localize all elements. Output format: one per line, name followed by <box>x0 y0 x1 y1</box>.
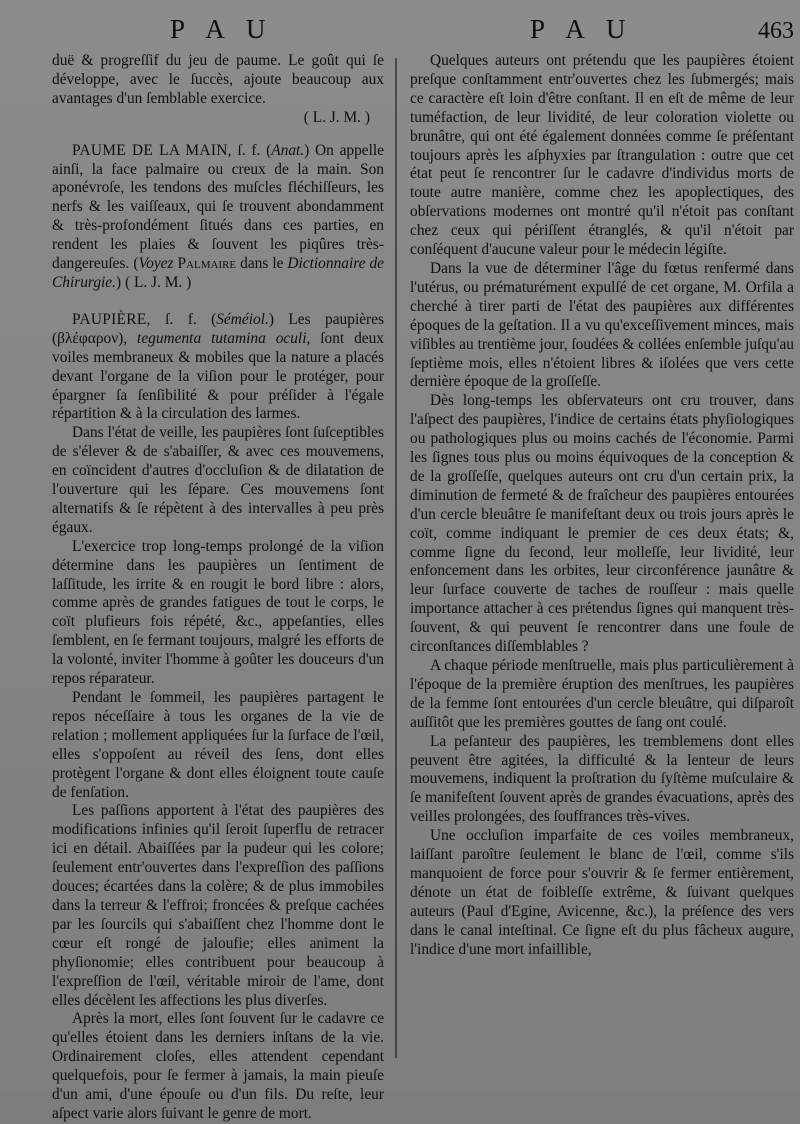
headword-paupiere: PAUPIÈRE, <box>72 310 151 328</box>
paragraph-jeu-de-paume: duë & progreſſif du jeu de paume. Le goût qui ſe développe, avec le ſuccès, ajoute beaucoup aux avantages d'un ſemblable exercice. <box>52 52 384 107</box>
grammar-label: ſ. f. ( <box>150 310 217 328</box>
paragraph-veille: Dans l'état de veille, les paupières ſont ſuſceptibles de s'élever & de s'abaiſſer, & avec ces mouvemens, en coïncident d'autres d'occluſion & de dilatation de l'ouverture qui les ſépare. Ces mouvemens ſont alternatifs & ſe répètent à des intervalles à peu près égaux. <box>52 424 384 536</box>
paragraph-mort: Après la mort, elles ſont ſouvent ſur le cadavre ce qu'elles étoient dans les derniers inſtans de la vie. Ordinairement cloſes, elles attendent cependant quelquefois, pour ſe fermer à jamais, la main pieuſe d'un ami, d'une épouſe ou d'un fils. Du reſte, leur aſpect varie alors ſuivant le genre de mort. <box>52 1010 384 1122</box>
headword-paume: PAUME DE LA MAIN, <box>72 141 232 159</box>
entry-paupiere <box>52 311 384 424</box>
paragraph-passions: Les paſſions apportent à l'état des paupières des modifications infinies qu'il ſeroit ſuperflu de retracer ici en détail. Abaiſſées par la pudeur qui les colore; ſeulement entr'ouvertes dans l'expreſſion des paſſions douces; écartées dans la colère; & de plus immobiles dans la terreur & l'effroi; froncées & preſque cachées par les ſourcils qui s'abaiſſent chez l'homme dont le cœur eſt rongé de jaloufie; elles animent la phyſionomie; elles contribuent pour beaucoup à l'expreſſion de l'œil, véritable miroir de l'ame, dont elles décèlent les affections les plus diverſes. <box>52 802 384 1009</box>
entry-paume-de-la-main <box>52 142 384 293</box>
paragraph-exercice: L'exercice trop long-temps prolongé de la viſion détermine dans les paupières un ſentiment de laſſitude, les irrite & en rougit le bord libre : alors, comme après de grandes fatigues de tout le corps, le coït plufieurs fois répété, &c., appeſanties, elles ſemblent, en ſe fermant toujours, malgré les efforts de la volonté, inviter l'homme à goûter les douceurs d'un repos réparateur. <box>52 537 384 688</box>
greek-term: ) Les paupières (βλέφαρον), <box>52 310 385 347</box>
grammar-label: ſ. f. ( <box>231 141 272 159</box>
latin-term: tegumenta tutamina oculi <box>137 329 307 347</box>
entry-signature: ) ( L. J. M. ) <box>116 273 192 291</box>
cross-ref-dictionnaire: Dictionnaire de Chirurgie. <box>52 255 384 291</box>
right-column <box>410 52 794 960</box>
cross-ref-palmaire: Palmaire <box>173 255 237 273</box>
paragraph-pesanteur: La peſanteur des paupières, les tremblemens dont elles peuvent être agitées, la difficulté & la lenteur de leurs mouvemens, indiquent la proſtration du ſyſtème muſculaire & ſe manifeſtent ſouvent après de grandes évacuations, après des veilles prolongées, des ſouffrances très-vives. <box>410 732 794 826</box>
paragraph-menstrue: A chaque période menſtruelle, mais plus particulièrement à l'époque de la première éruption des menſtrues, les paupières de la femme ſont entourées d'un cercle bleuâtre, qui diſparoît auſſitôt que les premières gouttes de ſang ont coulé. <box>410 657 794 731</box>
page-number: 463 <box>758 18 794 44</box>
paragraph-auteurs: Quelques auteurs ont prétendu que les paupières étoient preſque conſtamment entr'ouvertes chez les ſubmergés; mais ce caractère eſt loin d'être conſtant. Il en eſt de même de leur tuméfaction, de leur lividité, de leur coloration violette ou brunâtre, qui ont été également données comme ſe préſentant toujours après les aſphyxies par ſtrangulation : outre que cet état peut ſe rencontrer ſur le cadavre d'individus morts de toute autre manière, comme chez les apoplectiques, des obſervations modernes ont montré qu'il n'étoit pas conſtant chez ceux qui périſſent étranglés, & qu'il n'étoit par conſéquent d'aucune valeur pour le médecin légiſte. <box>410 52 794 259</box>
paragraph-foetus: Dans la vue de déterminer l'âge du fœtus renfermé dans l'utérus, ou prématurément expulſé de cet organe, M. Orfila a cherché à tirer parti de l'état des paupières aux différentes époques de la geſtation. Il a vu qu'exceſſivement minces, mais viſibles au trentième jour, ſoudées & collées enſemble juſqu'au ſeptième mois, elles n'étoient libres & iſolées que vers cette dernière époque de la groſſeſſe. <box>410 259 794 391</box>
left-column <box>52 52 384 1124</box>
column-rule <box>395 58 397 1058</box>
running-head <box>0 14 800 54</box>
entry-text: , ſont deux voiles membraneux & mobiles que la nature a placés devant l'organe de la viſion pour le protéger, pour épargner ſa ſenſibilité & pour préſider à l'égale répartition & à la circulation des larmes. <box>52 329 384 423</box>
cross-ref-dans: dans le <box>236 255 288 273</box>
running-head-right: P A U <box>530 14 634 44</box>
running-head-left: P A U <box>170 14 274 44</box>
domain-abbr: Anat. <box>271 141 305 159</box>
cross-ref-voyez: Voyez <box>138 255 174 273</box>
domain-abbr: Séméiol. <box>216 310 269 328</box>
paragraph-grossesse: Dès long-temps les obſervateurs ont cru trouver, dans l'aſpect des paupières, l'indice de certains états phyſiologiques ou pathologiques plus ou moins cachés de l'économie. Parmi les ſignes tous plus ou moins équivoques de la conception & de la groſſeſſe, quelques auteurs ont cru d'un certain prix, la diminution de fermeté & de fraîcheur des paupières entourées d'un cercle bleuâtre ſe manifeſtant deux ou trois jours après le coït, comme indiquant le premier de ces deux états; &, comme ſigne du ſecond, leur molleſſe, leur lividité, leur enfoncement dans les orbites, leur circonférence jaunâtre & leur ſurface couverte de taches de rouſſeur : mais quelle importance attacher à ces prétendus ſignes qui manquent très-ſouvent, & qui peuvent ſe rencontrer dans une foule de circonſtances diſſemblables ? <box>410 392 794 656</box>
signature: ( L. J. M. ) <box>303 108 370 126</box>
paragraph-occlusion: Une occluſion imparfaite de ces voiles membraneux, laiſſant paroître ſeulement le blanc de l'œil, comme s'ils manquoient de force pour s'ouvrir & ſe fermer entièrement, dénote un état de foibleſſe extrême, & ſuivant quelques auteurs (Paul d'Egine, Avicenne, &c.), la préſence des vers dans le canal inteſtinal. Ce ſigne eſt du plus fâcheux augure, l'indice d'une mort infaillible, <box>410 827 794 958</box>
entry-text: ) On appelle ainſi, la face palmaire ou creux de la main. Son aponévroſe, les tendons des muſcles fléchiſſeurs, les nerfs & les vaiſſeaux, qui ſe trouvent abondamment & très-profondément ſitués dans ces parties, en rendent les plaies & ſouvent les piqûres très-dangereuſes. ( <box>52 141 384 273</box>
paragraph-sommeil: Pendant le ſommeil, les paupières partagent le repos néceſſaire à tous les organes de la vie de relation ; mollement appliquées ſur la ſurface de l'œil, elles s'oppoſent au réveil des ſens, dont elles protègent l'organe & dont elles éloignent toute cauſe de fenſation. <box>52 689 384 801</box>
